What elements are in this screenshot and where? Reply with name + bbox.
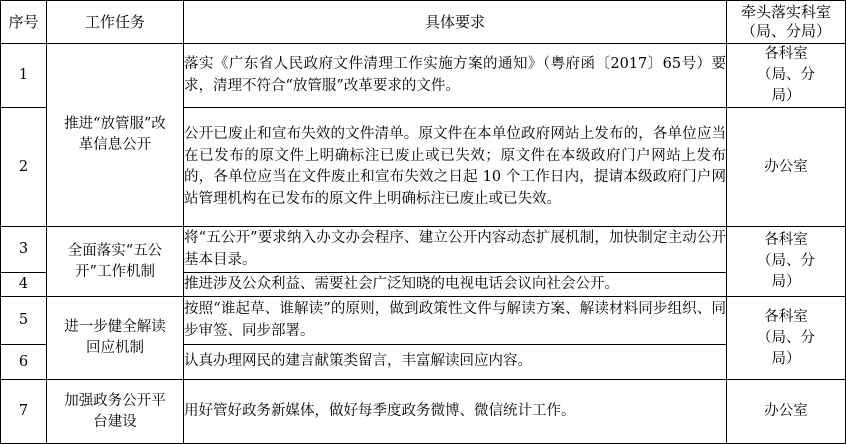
dept-cell: 各科室（局、分局）: [727, 227, 846, 297]
dept-cell: 各科室（局、分局）: [727, 44, 846, 108]
header-row: [1, 1, 846, 44]
row-index: 5: [1, 297, 47, 345]
dept-cell: 办公室: [727, 108, 846, 227]
requirement-cell: 认真办理网民的建言献策类留言，丰富解读回应内容。: [184, 345, 727, 380]
header-task: 工作任务: [47, 1, 184, 44]
row-index: 6: [1, 345, 47, 380]
row-index: 7: [1, 380, 47, 444]
header-index: 序号: [1, 1, 47, 44]
requirement-cell: 公开已废止和宣布失效的文件清单。原文件在本单位政府网站上发布的，各单位应当在已发布的原文件上明确标注已废止或已失效；原文件在本级政府门户网站上发布的，各单位应当在文件废止和宣布失效之日起 10 个工作日内，提请本级政府门户网站管理机构在已发布的原文件上明确标注已废止或已失效。: [184, 108, 727, 227]
dept-cell: 各科室（局、分局）: [727, 297, 846, 380]
task-cell: 进一步健全解读回应机制: [47, 297, 184, 380]
requirement-cell: 落实《广东省人民政府文件清理工作实施方案的通知》（粤府函〔2017〕65号）要求，清理不符合“放管服”改革要求的文件。: [184, 44, 727, 108]
requirement-cell: 推进涉及公众利益、需要社会广泛知晓的电视电话会议向社会公开。: [184, 273, 727, 297]
requirement-cell: 用好管好政务新媒体，做好每季度政务微博、微信统计工作。: [184, 380, 727, 444]
header-lead-dept: 牵头落实科室（局、分局）: [727, 1, 846, 44]
table-row: [1, 297, 846, 345]
table-row: [1, 227, 846, 273]
dept-cell: 办公室: [727, 380, 846, 444]
row-index: 2: [1, 108, 47, 227]
table-row: [1, 380, 846, 444]
requirement-cell: 将“五公开”要求纳入办文办会程序、建立公开内容动态扩展机制，加快制定主动公开基本目录。: [184, 227, 727, 273]
task-cell: 推进“放管服”改革信息公开: [47, 44, 184, 227]
task-cell: 全面落实“五公开”工作机制: [47, 227, 184, 297]
task-cell: 加强政务公开平台建设: [47, 380, 184, 444]
row-index: 3: [1, 227, 47, 273]
requirement-cell: 按照“谁起草、谁解读”的原则，做到政策性文件与解读方案、解读材料同步组织、同步审签、同步部署。: [184, 297, 727, 345]
header-requirement: 具体要求: [184, 1, 727, 44]
table-row: [1, 44, 846, 108]
row-index: 1: [1, 44, 47, 108]
row-index: 4: [1, 273, 47, 297]
